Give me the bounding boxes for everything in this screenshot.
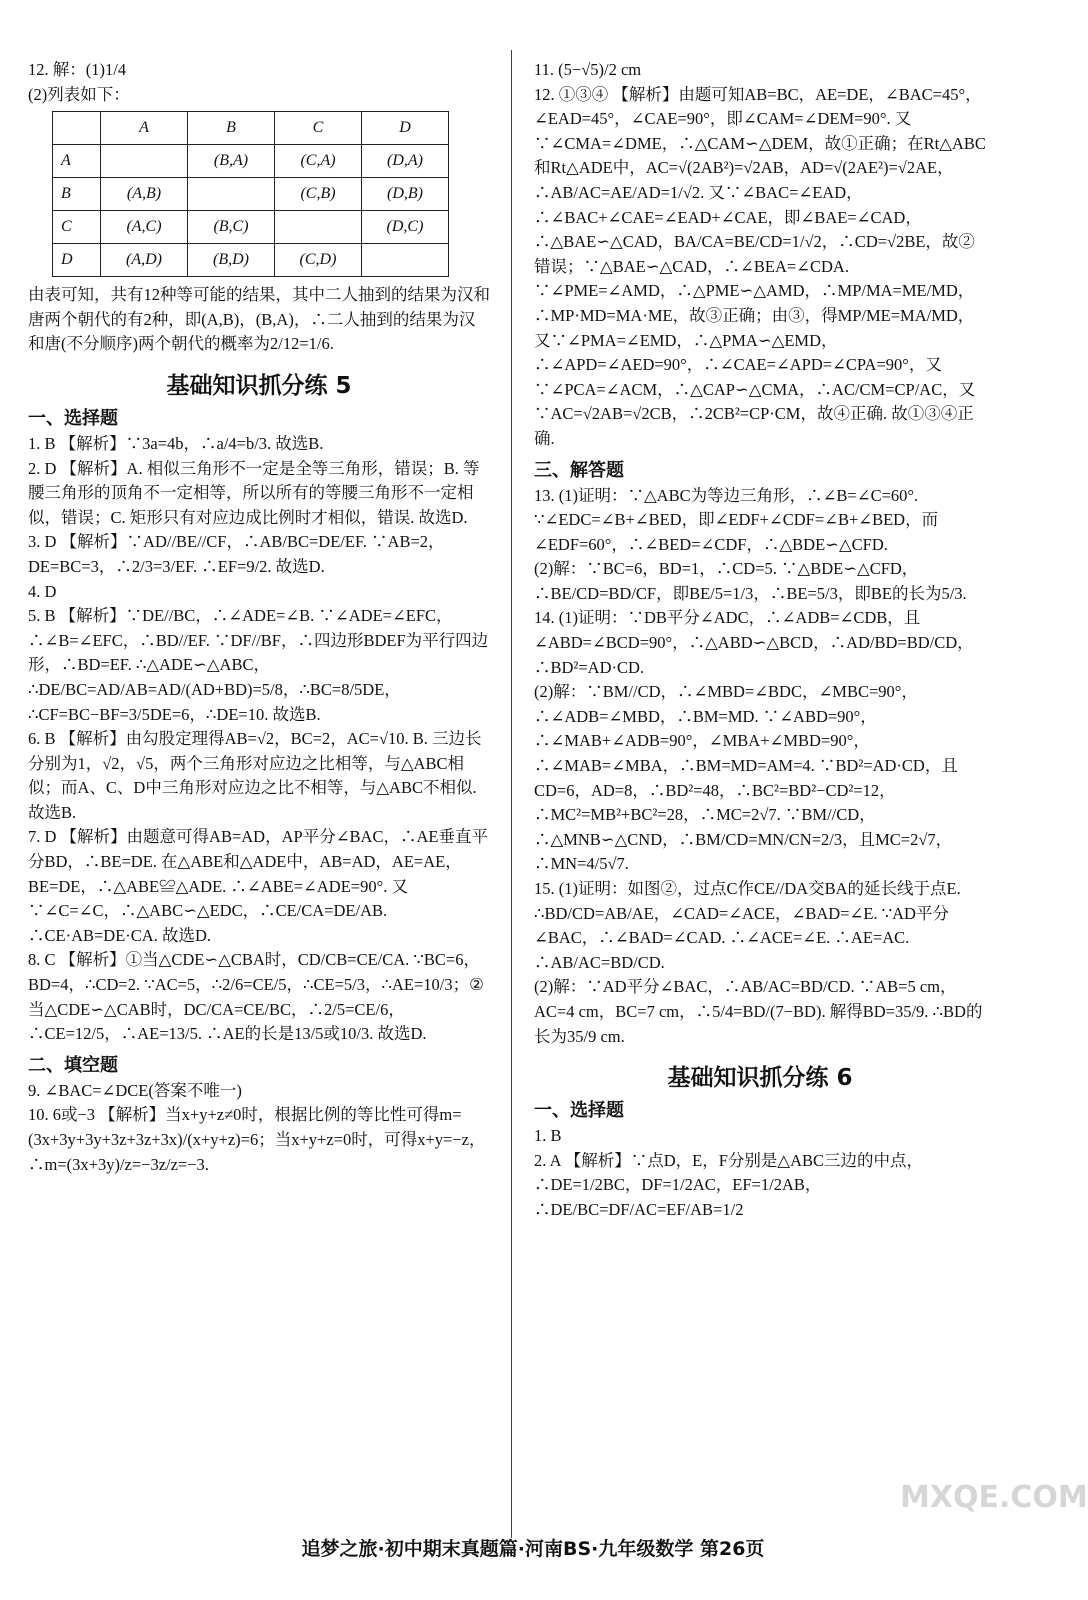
table-cell bbox=[275, 211, 362, 244]
q12-part3: 由表可知，共有12种等可能的结果，其中二人抽到的结果为汉和唐两个朝代的有2种，即(A,B)，(B,A)，∴二人抽到的结果为汉和唐(不分顺序)两个朝代的概率为2/12=1/6. bbox=[28, 285, 490, 354]
table-row bbox=[53, 145, 449, 178]
table-cell bbox=[362, 244, 449, 277]
answer-item: 5. B 【解析】∵DE//BC，∴∠ADE=∠B. ∵∠ADE=∠EFC，∴∠B=∠EFC，∴BD//EF. ∵DF//BF，∴四边形BDEF为平行四边形，∴BD=EF. ∴△ADE∽△ABC，∴DE/BC=AD/AB=AD/(AD+BD)=5/8，∴BC=8/5DE，∴CF=BC−BF=3/5DE=6，∴DE=10. 故选B. bbox=[28, 606, 489, 724]
q12-part1: 12. 解：(1)1/4 bbox=[28, 60, 127, 79]
answer-item: 9. ∠BAC=∠DCE(答案不唯一) bbox=[28, 1080, 242, 1100]
q12-part2: (2)列表如下： bbox=[28, 84, 130, 104]
table-cell: (B,A) bbox=[188, 145, 275, 178]
section-title-5: 基础知识抓分练 5 bbox=[166, 372, 352, 399]
answer-item: (2)解：∵BC=6，BD=1，∴CD=5. ∵△BDE∽△CFD，∴BE/CD=BD/CF，即BE/5=1/3，∴BE=5/3，即BE的长为5/3. bbox=[534, 559, 967, 603]
table-cell: D bbox=[362, 112, 449, 145]
table-cell bbox=[188, 178, 275, 211]
table-cell bbox=[101, 145, 188, 178]
answer-item: 7. D 【解析】由题意可得AB=AD，AP平分∠BAC，∴AE垂直平分BD，∴BE=DE. 在△ABE和△ADE中，AB=AD，AE=AE，BE=DE，∴△ABE≌△ADE. ∴∠ABE=∠ADE=90°. 又∵∠C=∠C，∴△ABC∽△EDC，∴CE/CA=DE/AB. ∴CE·AB=DE·CA. 故选D. bbox=[28, 827, 488, 945]
table-cell: A bbox=[53, 145, 101, 178]
answer-item: 15. (1)证明：如图②，过点C作CE//DA交BA的延长线于点E. ∴BD/CD=AB/AE，∠CAD=∠ACE，∠BAD=∠E. ∵AD平分∠BAC，∴∠BAD=∠CAD. ∴∠ACE=∠E. ∴AE=AC. ∴AB/AC=BD/CD. bbox=[534, 879, 961, 972]
answer-item: 4. D bbox=[28, 581, 57, 601]
table-cell: (A,B) bbox=[101, 178, 188, 211]
table-cell: C bbox=[275, 112, 362, 145]
right-column bbox=[534, 58, 986, 1223]
table-row bbox=[53, 244, 449, 277]
answer-item: 3. D 【解析】∵AD//BE//CF，∴AB/BC=DE/EF. ∵AB=2，DE=BC=3，∴2/3=3/EF. ∴EF=9/2. 故选D. bbox=[28, 532, 445, 576]
column-divider bbox=[511, 50, 512, 1538]
table-cell: (C,B) bbox=[275, 178, 362, 211]
table-cell bbox=[53, 112, 101, 145]
answer-item: (2)解：∵BM//CD，∴∠MBD=∠BDC，∠MBC=90°，∴∠ADB=∠MBD，∴BM=MD. ∵∠ABD=90°，∴∠MAB+∠ADB=90°，∠MBA+∠MBD=90°，∴∠MAB=∠MBA，∴BM=MD=AM=4. ∵BD²=AD·CD，且CD=6，AD=8，∴BD²=48，∴BC²=BD²−CD²=12，∴MC²=MB²+BC²=28，∴MC=2√7. ∵BM//CD，∴△MNB∽△CND，∴BM/CD=MN/CN=2/3，且MC=2√7，∴MN=4/5√7. bbox=[534, 682, 958, 874]
answer-item: 6. B 【解析】由勾股定理得AB=√2，BC=2，AC=√10. B. 三边长分别为1，√2，√5，两个三角形对应边之比相等，与△ABC相似；而A、C、D中三角形对应边之比不相等，与△ABC不相似. 故选B. bbox=[28, 729, 482, 822]
table-header-row bbox=[53, 112, 449, 145]
answer-item: 2. D 【解析】A. 相似三角形不一定是全等三角形，错误；B. 等腰三角形的顶角不一定相等，所以所有的等腰三角形不一定相似，错误；C. 矩形只有对应边成比例时才相似，错误. 故选D. bbox=[28, 458, 480, 527]
table-cell: B bbox=[188, 112, 275, 145]
answer-item: 13. (1)证明：∵△ABC为等边三角形，∴∠B=∠C=60°. ∵∠EDC=∠B+∠BED，即∠EDF+∠CDF=∠B+∠BED，而∠EDF=60°，∴∠BED=∠CDF，∴△BDE∽△CFD. bbox=[534, 485, 939, 554]
table-cell: B bbox=[53, 178, 101, 211]
table-cell: (C,D) bbox=[275, 244, 362, 277]
table-cell: A bbox=[101, 112, 188, 145]
answer-item: 14. (1)证明：∵DB平分∠ADC，∴∠ADB=∠CDB，且∠ABD=∠BCD=90°，∴△ABD∽△BCD，∴AD/BD=BD/CD，∴BD²=AD·CD. bbox=[534, 608, 974, 677]
table-row bbox=[53, 211, 449, 244]
table-cell: (D,B) bbox=[362, 178, 449, 211]
answer-item: 1. B 【解析】∵3a=4b，∴a/4=b/3. 故选B. bbox=[28, 433, 324, 453]
table-cell: (B,D) bbox=[188, 244, 275, 277]
table-cell: D bbox=[53, 244, 101, 277]
table-cell: (D,C) bbox=[362, 211, 449, 244]
section-heading-choice: 一、选择题 bbox=[28, 407, 118, 429]
answer-item: 11. (5−√5)/2 cm bbox=[534, 60, 642, 79]
answer-item: 2. A 【解析】∵点D，E，F分别是△ABC三边的中点，∴DE=1/2BC，DF=1/2AC，EF=1/2AB，∴DE/BC=DF/AC=EF/AB=1/2 bbox=[534, 1150, 924, 1219]
table-cell: C bbox=[53, 211, 101, 244]
section-heading-solve: 三、解答题 bbox=[534, 459, 624, 481]
left-column bbox=[28, 58, 490, 1177]
section-heading-choice-2: 一、选择题 bbox=[534, 1100, 624, 1122]
answer-item: (2)解：∵AD平分∠BAC，∴AB/AC=BD/CD. ∵AB=5 cm，AC=4 cm，BC=7 cm，∴5/4=BD/(7−BD). 解得BD=35/9. ∴BD的长为35/9 cm. bbox=[534, 977, 983, 1046]
table-cell: (B,C) bbox=[188, 211, 275, 244]
section-heading-fill: 二、填空题 bbox=[28, 1054, 118, 1076]
table-cell: (C,A) bbox=[275, 145, 362, 178]
answer-item: 12. ①③④ 【解析】由题可知AB=BC，AE=DE，∠BAC=45°，∠EAD=45°，∠CAE=90°，即∠CAM=∠DEM=90°. 又∵∠CMA=∠DME，∴△CAM∽△DEM，故①正确；在Rt△ABC和Rt△ADE中，AC=√(2AB²)=√2AB，AD=√(2AE²)=√2AE，∴AB/AC=AE/AD=1/√2. 又∵∠BAC=∠EAD，∴∠BAC+∠CAE=∠EAD+∠CAE，即∠BAE=∠CAD，∴△BAE∽△CAD，BA/CA=BE/CD=1/√2，∴CD=√2BE，故②错误；∵△BAE∽△CAD，∴∠BEA=∠CDA. ∵∠PME=∠AMD，∴△PME∽△AMD，∴MP/MA=ME/MD，∴MP·MD=MA·ME，故③正确；由③，得MP/ME=MA/MD，又∵∠PMA=∠EMD，∴△PMA∽△EMD，∴∠APD=∠AED=90°，∴∠CAE=∠APD=∠CPA=90°，又∵∠PCA=∠ACM，∴△CAP∽△CMA，∴AC/CM=CP/AC，又∵AC=√2AB=√2CB，∴2CB²=CP·CM，故④正确. 故①③④正确. bbox=[534, 84, 986, 448]
answer-item: 10. 6或−3 【解析】当x+y+z≠0时，根据比例的等比性可得m=(3x+3y+3y+3z+3z+3x)/(x+y+z)=6；当x+y+z=0时，可得x+y=−z，∴m=(3x+3y)/z=−3z/z=−3. bbox=[28, 1105, 486, 1174]
page-footer: 追梦之旅·初中期末真题篇·河南BS·九年级数学 第26页 bbox=[301, 1538, 765, 1560]
table-cell: (D,A) bbox=[362, 145, 449, 178]
table-cell: (A,D) bbox=[101, 244, 188, 277]
probability-table bbox=[52, 111, 449, 277]
table-row bbox=[53, 178, 449, 211]
section-title-6: 基础知识抓分练 6 bbox=[667, 1065, 853, 1092]
table-cell: (A,C) bbox=[101, 211, 188, 244]
answer-item: 1. B bbox=[534, 1126, 562, 1146]
watermark: MXQE.COM bbox=[900, 1480, 1088, 1515]
answer-item: 8. C 【解析】①当△CDE∽△CBA时，CD/CB=CE/CA. ∵BC=6，BD=4，∴CD=2. ∵AC=5，∴2/6=CE/5，∴CE=5/3，∴AE=10/3；②当△CDE∽△CAB时，DC/CA=CE/BC，∴2/5=CE/6，∴CE=12/5，∴AE=13/5. ∴AE的长是13/5或10/3. 故选D. bbox=[28, 950, 484, 1044]
